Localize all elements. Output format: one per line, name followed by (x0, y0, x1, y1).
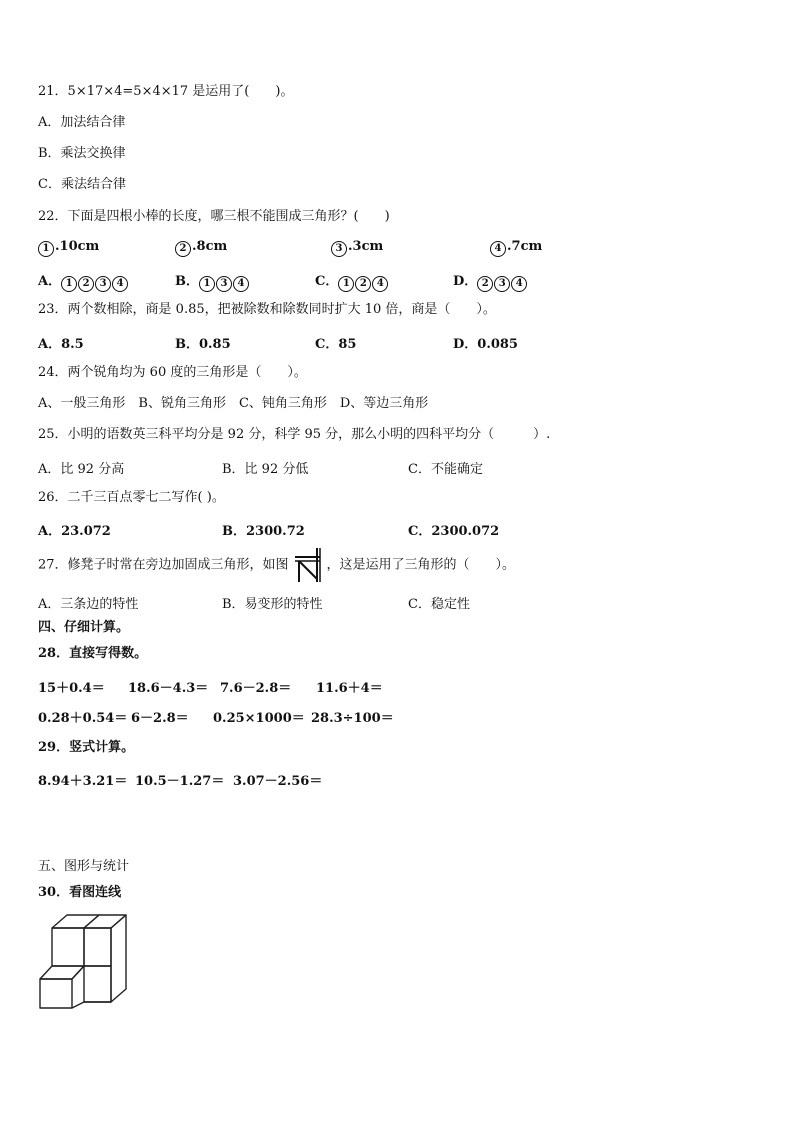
q21-option-b: B．乘法交换律 (38, 146, 126, 161)
q23-stem: 23．两个数相除，商是 0.85，把被除数和除数同时扩大 10 倍，商是（ ）。 (38, 302, 496, 317)
q28-r1-c3: 7.6－2.8＝ (220, 681, 292, 696)
q25-stem: 25．小明的语数英三科平均分是 92 分，科学 95 分，那么小明的四科平均分（ ）. (38, 427, 551, 442)
q24-stem: 24．两个锐角均为 60 度的三角形是（ ）。 (38, 365, 307, 380)
q21-option-c: C．乘法结合律 (38, 177, 126, 192)
q21-stem: 21．5×17×4=5×4×17 是运用了( )。 (38, 84, 294, 99)
q29-c2: 10.5－1.27＝ (135, 774, 225, 789)
q28-r1-c4: 11.6＋4＝ (316, 681, 383, 696)
q26-option-a: A．23.072 (38, 524, 111, 539)
q30-stem: 30．看图连线 (38, 885, 122, 900)
cube-stack-figure (38, 912, 130, 1010)
q27-stem: 27．修凳子时常在旁边加固成三角形，如图 ，这是运用了三角形的（ ）。 (38, 547, 515, 584)
q29-stem: 29．竖式计算。 (38, 740, 135, 755)
q22-stick-3: 3 .3cm (331, 239, 383, 257)
q26-option-b: B．2300.72 (222, 524, 305, 539)
q28-r2-c3: 0.25×1000＝ (213, 711, 305, 726)
q28-r1-c1: 15＋0.4＝ (38, 681, 105, 696)
reinforced-stool-figure (293, 547, 323, 583)
q21-option-a: A．加法结合律 (38, 115, 126, 130)
q25-option-a: A．比 92 分高 (38, 462, 125, 477)
q28-r2-c4: 28.3÷100＝ (311, 711, 394, 726)
q24-options: A、一般三角形 B、锐角三角形 C、钝角三角形 D、等边三角形 (38, 396, 429, 411)
q23-option-a: A．8.5 (38, 337, 84, 352)
section-4-heading: 四、仔细计算。 (38, 620, 130, 635)
q22-stick-2: 2 .8cm (175, 239, 227, 257)
section-5-heading: 五、图形与统计 (38, 859, 130, 874)
q29-c3: 3.07－2.56＝ (233, 774, 323, 789)
q26-option-c: C．2300.072 (408, 524, 500, 539)
q22-option-b: B． 1 3 4 (175, 270, 250, 292)
q28-r2-c2: 6－2.8＝ (131, 711, 189, 726)
q27-option-b: B．易变形的特性 (222, 597, 323, 612)
q26-stem: 26．二千三百点零七二写作( )。 (38, 490, 225, 505)
q22-stick-1: 1 .10cm (38, 239, 99, 257)
q25-option-c: C．不能确定 (408, 462, 483, 477)
q29-c1: 8.94＋3.21＝ (38, 774, 128, 789)
q28-r2-c1: 0.28＋0.54＝ (38, 711, 128, 726)
q22-option-c: C． 1 2 4 (315, 270, 389, 292)
q25-option-b: B．比 92 分低 (222, 462, 309, 477)
q22-stem: 22．下面是四根小棒的长度，哪三根不能围成三角形？( ) (38, 209, 390, 224)
q22-option-d: D． 2 3 4 (453, 270, 528, 292)
q22-stick-4: 4 .7cm (490, 239, 542, 257)
q23-option-d: D．0.085 (453, 337, 518, 352)
q22-option-a: A． 1 2 3 4 (38, 270, 129, 292)
q27-option-a: A．三条边的特性 (38, 597, 139, 612)
q28-stem: 28．直接写得数。 (38, 646, 148, 661)
q23-option-c: C．85 (315, 337, 357, 352)
q27-option-c: C．稳定性 (408, 597, 470, 612)
q23-option-b: B．0.85 (175, 337, 231, 352)
q28-r1-c2: 18.6－4.3＝ (128, 681, 209, 696)
